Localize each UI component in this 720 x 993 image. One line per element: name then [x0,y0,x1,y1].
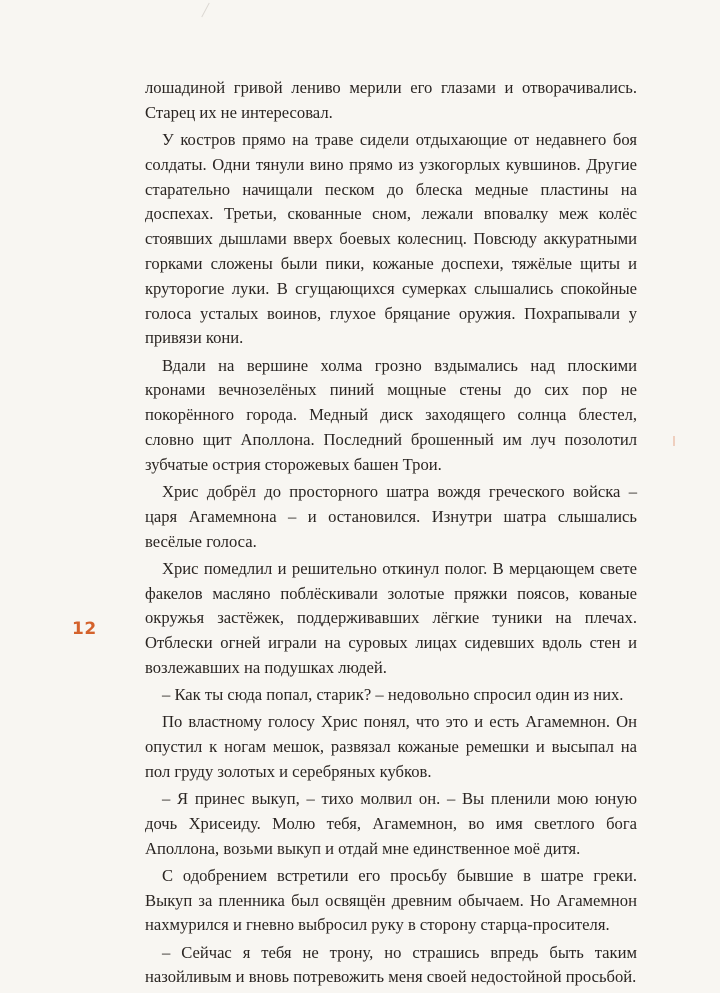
scan-artifact-mark [673,436,675,446]
paragraph-3: Вдали на вершине холма грозно вздымались над плоскими кронами вечнозелёных пиний мощные стены до сих пор не покорённого города. Медный диск заходящего солнца блестел, словно щит Аполлона. Последний брошенный им луч позолотил зубчатые острия сторожевых башен Трои. [145,355,637,474]
paragraph-6: – Как ты сюда попал, старик? – недовольно спросил один из них. [162,685,624,705]
book-page-body [145,76,637,993]
page-number: 12 [72,619,97,639]
paragraph-8: – Я принес выкуп, – тихо молвил он. – Вы пленили мою юную дочь Хрисеиду. Молю тебя, Агамемнон, во имя светлого бога Аполлона, возьми выкуп и отдай мне единственное моё дитя. [145,789,637,858]
paragraph-4: Хрис добрёл до просторного шатра вождя греческого войска – царя Агамемнона – и остановился. Изнутри шатра слышались весёлые голоса. [145,481,637,551]
paragraph-5: Хрис помедлил и решительно откинул полог. В мерцающем свете факелов масляно поблёскивали золотые пряжки поясов, кованые окружья застёжек, поддерживавших лёгкие туники на плечах. Отблески огней играли на суровых лицах сидевших вдоль стен и возлежавших на подушках людей. [145,558,637,677]
paragraph-10: – Сейчас я тебя не трону, но страшись впредь быть таким назойливым и вновь потревожить меня своей недостойной просьбой. [145,942,637,987]
paragraph-2: У костров прямо на траве сидели отдыхающие от недавнего боя солдаты. Одни тянули вино прямо из узкогорлых кувшинов. Другие старательно начищали песком до блеска медные пластины на доспехах. Третьи, скованные сном, лежали вповалку меж колёс стоявших дышлами вверх боевых колесниц. Повсюду аккуратными горками сложены были пики, кожаные доспехи, тяжёлые щиты и круторогие луки. В сгущающихся сумерках слышались спокойные голоса усталых воинов, глухое бряцание оружия. Похрапывали у привязи кони. [145,129,637,348]
scan-artifact-line [201,3,209,18]
paragraph-9: С одобрением встретили его просьбу бывшие в шатре греки. Выкуп за пленника был освящён древним обычаем. Но Агамемнон нахмурился и гневно выбросил руку в сторону старца-просителя. [145,865,637,935]
paragraph-1: лошадиной гривой лениво мерили его глазами и отворачивались. Старец их не интересовал. [145,78,637,122]
paragraph-7: По властному голосу Хрис понял, что это и есть Агамемнон. Он опустил к ногам мешок, развязал кожаные ремешки и высыпал на пол груду золотых и серебряных кубков. [145,712,637,781]
